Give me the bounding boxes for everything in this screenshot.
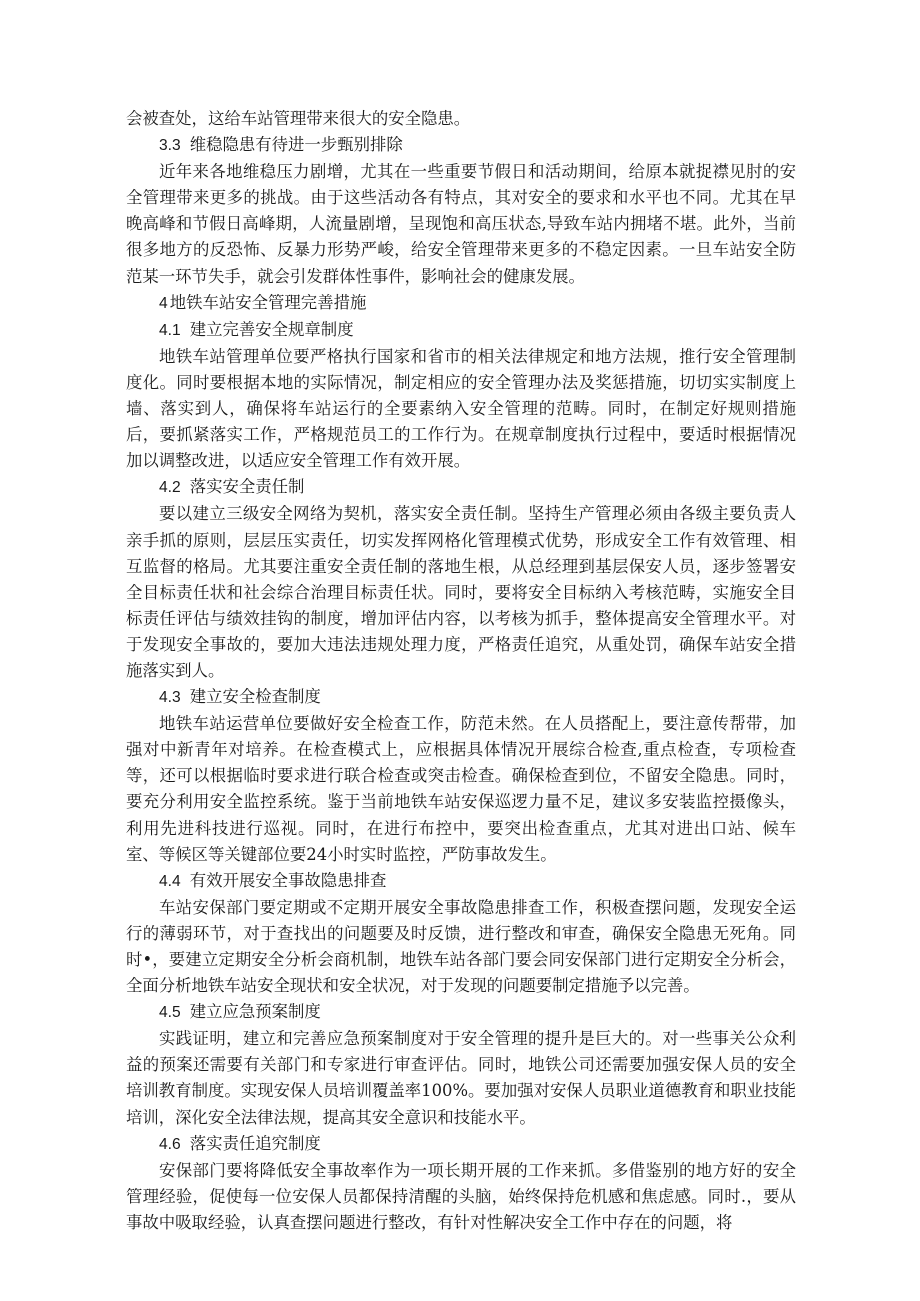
section-title: 落实责任追究制度 xyxy=(189,1133,321,1153)
section-number: 4.4 xyxy=(159,872,181,890)
section-heading-4-3 xyxy=(126,684,796,711)
chapter-number: 4 xyxy=(159,294,168,312)
paragraph: 安保部门要将降低安全事故率作为一项长期开展的工作来抓。多借鉴别的地方好的安全管理经验，促使每一位安保人员都保持清醒的头脑，始终保持危机感和焦虑感。同时.，要从事故中吸取经验，认真查摆问题进行整改，有针对性解决安全工作中存在的问题，将 xyxy=(126,1160,796,1232)
paragraph: 地铁车站运营单位要做好安全检查工作，防范未然。在人员搭配上，要注意传帮带，加强对中新青年对培养。在检查模式上，应根据具体情况开展综合检查,重点检查，专项检查等，还可以根据临时要求进行联合检查或突击检查。确保检查到位，不留安全隐患。同时，要充分利用安全监控系统。鉴于当前地铁车站安保巡逻力量不足，建议多安装监控摄像头，利用先进科技进行巡视。同时，在进行布控中，要突出检查重点，尤其对进出口站、候车室、等候区等关键部位要24小时实时监控，严防事故发生。 xyxy=(126,714,796,864)
section-number: 4.2 xyxy=(159,479,181,497)
section-heading-4-4 xyxy=(126,868,796,895)
paragraph: 会被查处，这给车站管理带来很大的安全隐患。 xyxy=(126,109,471,128)
section-heading-4-6 xyxy=(126,1131,796,1158)
section-heading-3-3 xyxy=(126,132,796,159)
section-number: 4.3 xyxy=(159,689,181,707)
section-heading-4-5 xyxy=(126,999,796,1026)
paragraph: 车站安保部门要定期或不定期开展安全事故隐患排查工作，积极查摆问题，发现安全运行的薄弱环节，对于查找出的问题要及时反馈，进行整改和审查，确保安全隐患无死角。同时•，要建立定期安全分析会商机制，地铁车站各部门要会同安保部门进行定期安全分析会，全面分析地铁车站安全现状和安全状况，对于发现的问题要制定措施予以完善。 xyxy=(126,897,796,996)
paragraph: 近年来各地维稳压力剧增，尤其在一些重要节假日和活动期间，给原本就捉襟见肘的安全管理带来更多的挑战。由于这些活动各有特点，其对安全的要求和水平也不同。尤其在早晚高峰和节假日高峰期，人流量剧增，呈现饱和高压状态,导致车站内拥堵不堪。此外，当前很多地方的反恐怖、反暴力形势严峻，给安全管理带来更多的不稳定因素。一旦车站安全防范某一环节失手，就会引发群体性事件，影响社会的健康发展。 xyxy=(126,162,796,286)
section-heading-4-2 xyxy=(126,474,796,501)
section-title: 有效开展安全事故隐患排查 xyxy=(189,870,387,890)
paragraph: 实践证明，建立和完善应急预案制度对于安全管理的提升是巨大的。对一些事关公众利益的预案还需要有关部门和专家进行审查评估。同时，地铁公司还需要加强安保人员的安全培训教育制度。实现安保人员培训覆盖率100%。要加强对安保人员职业道德教育和职业技能培训，深化安全法律法规，提高其安全意识和技能水平。 xyxy=(126,1029,796,1127)
section-title: 落实安全责任制 xyxy=(189,477,305,497)
chapter-heading-4 xyxy=(126,290,796,317)
paragraph: 地铁车站管理单位要严格执行国家和省市的相关法律规定和地方法规，推行安全管理制度化。同时要根据本地的实际情况，制定相应的安全管理办法及奖惩措施，切切实实制度上墙、落实到人，确保将车站运行的全要素纳入安全管理的范畴。同时，在制定好规则措施后，要抓紧落实工作，严格规范员工的工作行为。在规章制度执行过程中，要适时根据情况加以调整改进，以适应安全管理工作有效开展。 xyxy=(126,346,796,471)
section-title: 建立完善安全规章制度 xyxy=(189,319,354,339)
section-title: 建立安全检查制度 xyxy=(189,687,321,707)
section-number: 4.1 xyxy=(159,321,181,339)
section-title: 建立应急预案制度 xyxy=(189,1002,321,1022)
paragraph: 要以建立三级安全网络为契机，落实安全责任制。坚持生产管理必须由各级主要负责人亲手抓的原则，层层压实责任，切实发挥网格化管理模式优势，形成安全工作有效管理、相互监督的格局。尤其要注重安全责任制的落地生根，从总经理到基层保安人员，逐步签署安全目标责任状和社会综合治理目标责任状。同时，要将安全目标纳入考核范畴，实施安全目标责任评估与绩效挂钩的制度，增加评估内容，以考核为抓手，整体提高安全管理水平。对于发现安全事故的，要加大违法违规处理力度，严格责任追究，从重处罚，确保车站安全措施落实到人。 xyxy=(126,504,796,680)
section-title: 维稳隐患有待进一步甄别排除 xyxy=(189,135,403,155)
section-number: 4.6 xyxy=(159,1135,181,1153)
chapter-title: 地铁车站安全管理完善措施 xyxy=(169,292,367,312)
section-number: 4.5 xyxy=(159,1004,181,1022)
section-number: 3.3 xyxy=(159,137,181,155)
section-heading-4-1 xyxy=(126,317,796,344)
